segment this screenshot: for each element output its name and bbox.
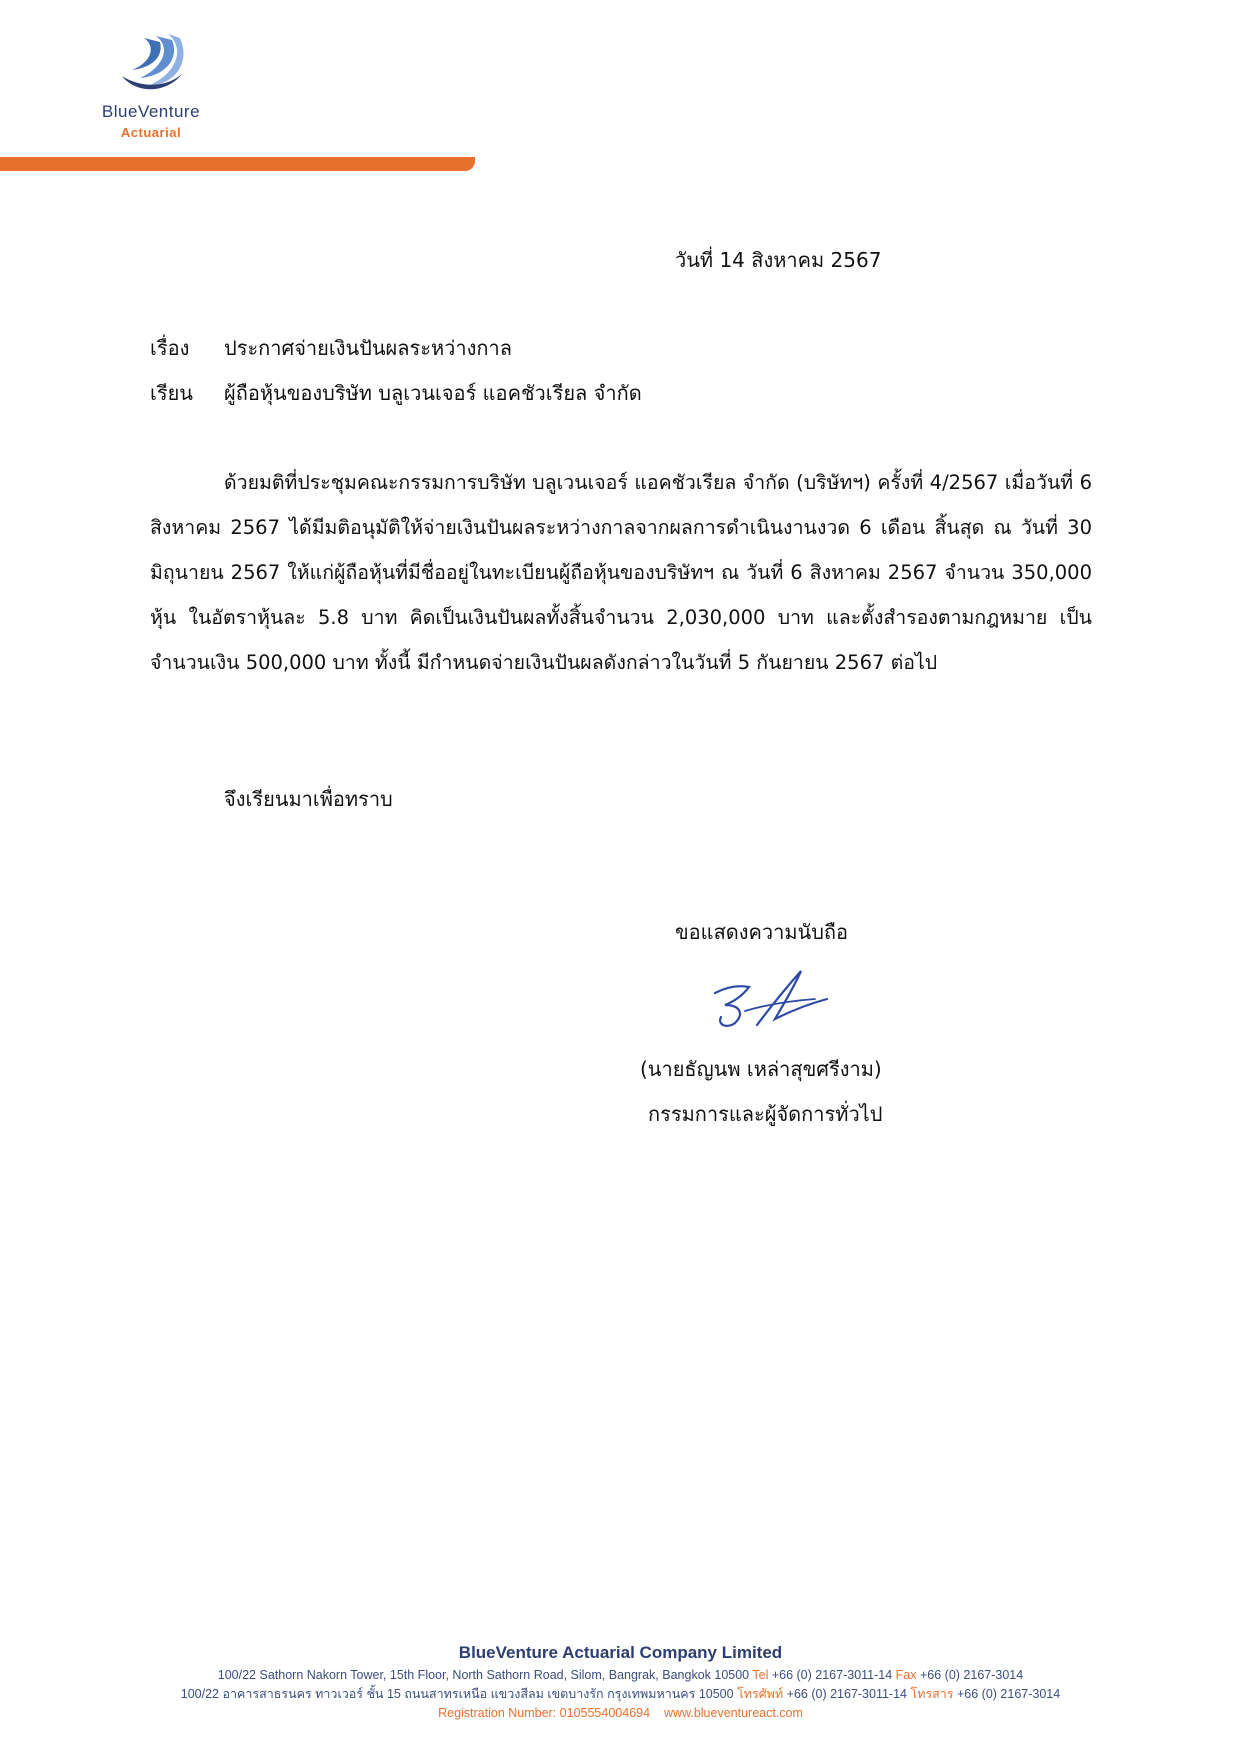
recipient-label: เรียน: [150, 381, 193, 405]
footer-address-th: [0, 1685, 1241, 1704]
tel-th: +66 (0) 2167-3011-14: [786, 1687, 907, 1701]
fax-label-th: โทรสาร: [910, 1687, 954, 1701]
subject-line: [150, 326, 512, 370]
footer-company-name: BlueVenture Actuarial Company Limited: [458, 1643, 783, 1662]
registration-number: Registration Number: 0105554004694: [438, 1706, 651, 1720]
wave-logo-icon: [116, 32, 186, 94]
signer-name: (นายธัญนพ เหล่าสุขศรีงาม): [640, 1057, 882, 1081]
recipient-line: [150, 371, 642, 415]
website-link[interactable]: www.blueventureact.com: [663, 1706, 803, 1720]
subject-label: เรื่อง: [150, 336, 190, 360]
header-accent-bar: [0, 157, 475, 171]
regards-line: ขอแสดงความนับถือ: [675, 920, 849, 944]
company-logo: [86, 32, 216, 142]
address-en: 100/22 Sathorn Nakorn Tower, 15th Floor, North Sathorn Road, Silom, Bangrak, Bangkok 10500: [217, 1668, 750, 1682]
letter-footer: [0, 1640, 1241, 1723]
subject-text: ประกาศจ่ายเงินปันผลระหว่างกาล: [224, 336, 512, 360]
letter-body: ด้วยมติที่ประชุมคณะกรรมการบริษัท บลูเวนเจอร์ แอคชัวเรียล จำกัด (บริษัทฯ) ครั้งที่ 4/2567 เมื่อวันที่ 6 สิงหาคม 2567 ได้มีมติอนุมัติให้จ่ายเงินปันผลระหว่างกาลจากผลการดำเนินงานงวด 6 เดือน สิ้นสุด ณ วันที่ 30 มิถุนายน 2567 ให้แก่ผู้ถือหุ้นที่มีชื่ออยู่ในทะเบียนผู้ถือหุ้นของบริษัทฯ ณ วันที่ 6 สิงหาคม 2567 จำนวน 350,000 หุ้น ในอัตราหุ้นละ 5.8 บาท คิดเป็นเงินปันผลทั้งสิ้นจำนวน 2,030,000 บาท และตั้งสำรองตามกฎหมาย เป็นจำนวนเงิน 500,000 บาท ทั้งนี้ มีกำหนดจ่ายเงินปันผลดังกล่าวในวันที่ 5 กันยายน 2567 ต่อไป: [150, 471, 1092, 674]
fax-label-en: Fax: [895, 1668, 917, 1682]
closing-line: จึงเรียนมาเพื่อทราบ: [224, 787, 393, 811]
footer-registration-line: [0, 1704, 1241, 1723]
fax-th: +66 (0) 2167-3014: [957, 1687, 1061, 1701]
recipient-text: ผู้ถือหุ้นของบริษัท บลูเวนเจอร์ แอคชัวเรียล จำกัด: [224, 381, 642, 405]
letter-date: วันที่ 14 สิงหาคม 2567: [675, 248, 882, 272]
address-th: 100/22 อาคารสาธรนคร ทาวเวอร์ ชั้น 15 ถนนสาทรเหนือ แขวงสีลม เขตบางรัก กรุงเทพมหานคร 10500: [180, 1687, 734, 1701]
signature-icon: [705, 965, 830, 1035]
footer-address-en: [0, 1666, 1241, 1685]
tel-label-th: โทรศัพท์: [737, 1687, 784, 1701]
tel-label-en: Tel: [752, 1668, 769, 1682]
logo-wordmark: BlueVenture: [101, 102, 201, 121]
fax-en: +66 (0) 2167-3014: [920, 1668, 1024, 1682]
tel-en: +66 (0) 2167-3011-14: [771, 1668, 893, 1682]
logo-subtitle: Actuarial: [120, 125, 182, 140]
signer-title: กรรมการและผู้จัดการทั่วไป: [648, 1102, 883, 1126]
